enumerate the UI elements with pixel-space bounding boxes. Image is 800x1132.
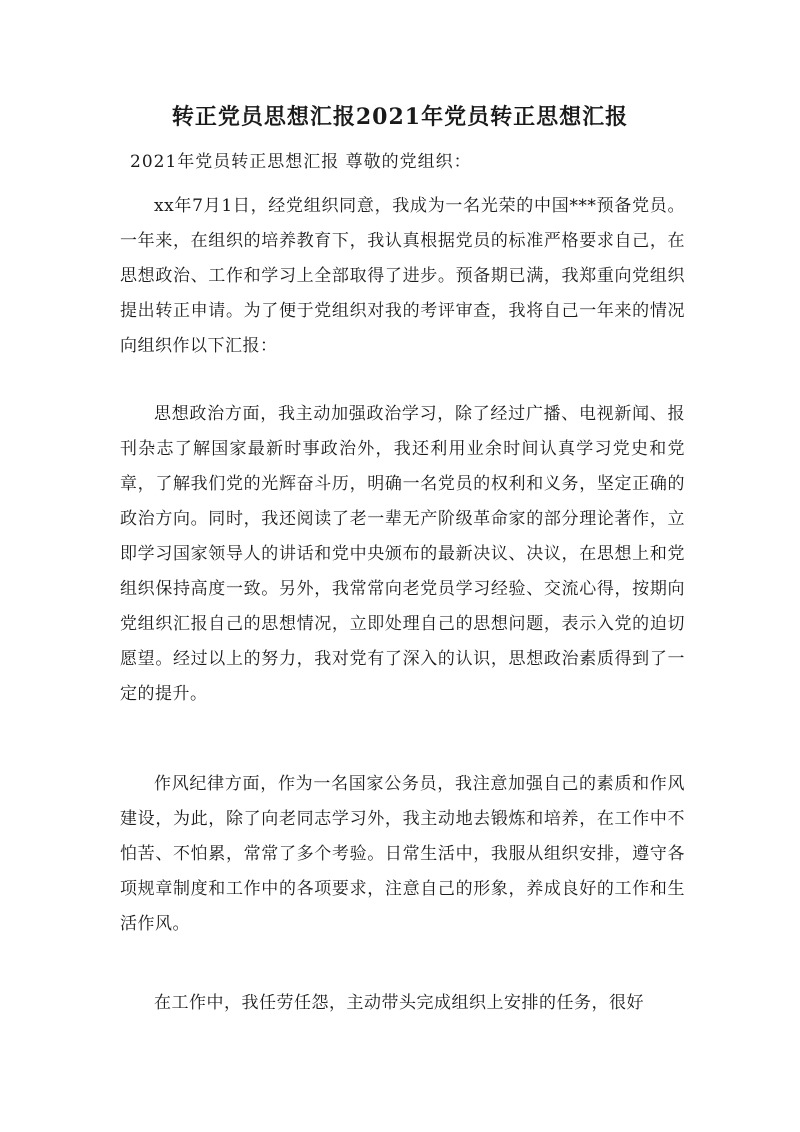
paragraph-work: 在工作中，我任劳任怨，主动带头完成组织上安排的任务，很好 xyxy=(154,993,644,1013)
paragraph-political-thought: 思想政治方面，我主动加强政治学习，除了经过广播、电视新闻、报刊杂志了解国家最新时事政治外，我还利用业余时间认真学习党史和党章，了解我们党的光辉奋斗历，明确一名党员的权利和义务，坚定正确的政治方向。同时，我还阅读了老一辈无产阶级革命家的部分理论著作，立即学习国家领导人的讲话和党中央颁布的最新决议、决议，在思想上和党组织保持高度一致。另外，我常常向老党员学习经验、交流心得，按期向党组织汇报自己的思想情况，立即处理自己的思想问题，表示入党的迫切愿望。经过以上的努力，我对党有了深入的认识，思想政治素质得到了一定的提升。 xyxy=(120,404,685,704)
paragraph-intro: xx年7月1日，经党组织同意，我成为一名光荣的中国***预备党员。一年来，在组织的培养教育下，我认真根据党员的标准严格要求自己，在思想政治、工作和学习上全部取得了进步。预备期已满，我郑重向党组织提出转正申请。为了便于党组织对我的考评审查，我将自己一年来的情况向组织作以下汇报： xyxy=(120,196,685,356)
paragraph-work-discipline: 作风纪律方面，作为一名国家公务员，我注意加强自己的素质和作风建设，为此，除了向老同志学习外，我主动地去锻炼和培养，在工作中不怕苦、不怕累，常常了多个考验。日常生活中，我服从组织安排，遵守各项规章制度和工作中的各项要求，注意自己的形象，养成良好的工作和生活作风。 xyxy=(120,774,685,934)
document-salutation: 2021年党员转正思想汇报 尊敬的党组织： xyxy=(130,152,472,172)
document-title: 转正党员思想汇报2021年党员转正思想汇报 xyxy=(171,104,629,130)
